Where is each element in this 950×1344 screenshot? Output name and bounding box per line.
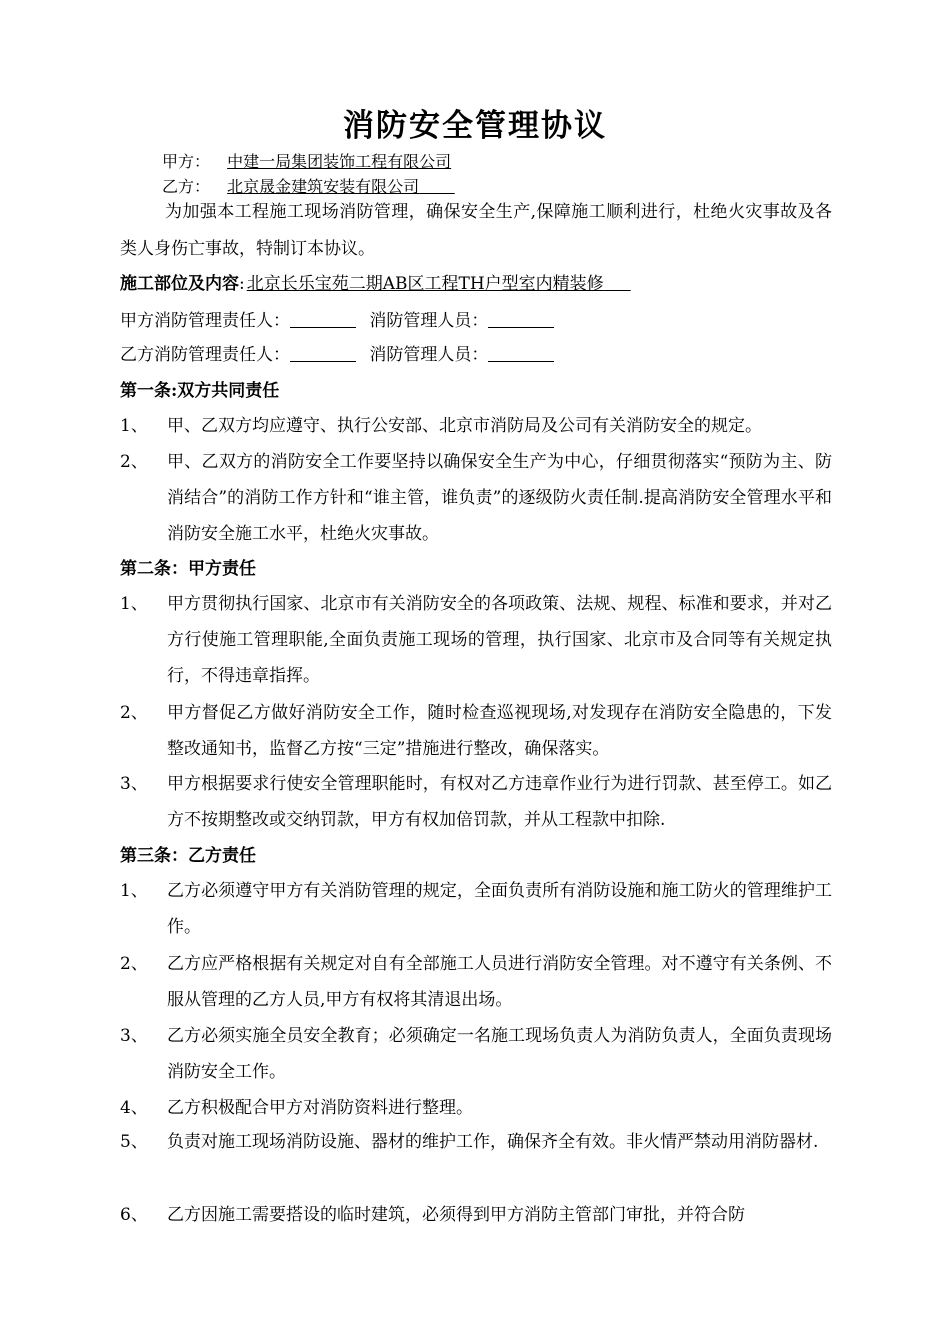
- party-a-line: [162, 150, 451, 174]
- s3-item-3-number: 3、: [120, 1026, 148, 1046]
- party-b-resp-blank: [290, 345, 356, 362]
- s1-item-2-text: 甲、乙双方的消防安全工作要坚持以确保安全生产为中心，仔细贯彻落实“预防为主、防消结合”的消防工作方针和“谁主管，谁负责”的逐级防火责任制.提高消防安全管理水平和消防安全施工水平，杜绝火灾事故。: [167, 452, 832, 544]
- party-b-resp-label: 乙方消防管理责任人：: [120, 345, 290, 365]
- s2-item-2-number: 2、: [120, 703, 148, 723]
- s3-item-3-text: 乙方必须实施全员安全教育；必须确定一名施工现场负责人为消防负责人，全面负责现场消防安全工作。: [167, 1026, 832, 1082]
- s2-item-1-number: 1、: [120, 594, 148, 614]
- party-a-resp-blank: [290, 311, 356, 328]
- document-title: 消防安全管理协议: [343, 108, 607, 144]
- s3-item-4-number: 4、: [120, 1098, 148, 1118]
- party-b-staff-label: 消防管理人员：: [369, 345, 489, 365]
- s2-item-1-text: 甲方贯彻执行国家、北京市有关消防安全的各项政策、法规、规程、标准和要求，并对乙方行使施工管理职能,全面负责施工现场的管理，执行国家、北京市及合同等有关规定执行，不得违章指挥。: [167, 594, 832, 686]
- s3-item-2-number: 2、: [120, 954, 148, 974]
- s3-item-1-text: 乙方必须遵守甲方有关消防管理的规定，全面负责所有消防设施和施工防火的管理维护工作。: [167, 881, 832, 937]
- party-b-label: 乙方：: [162, 177, 211, 196]
- party-a-name: 中建一局集团装饰工程有限公司: [227, 152, 452, 171]
- s3-item-5-number: 5、: [120, 1132, 148, 1152]
- section-3-heading: 第三条：乙方责任: [120, 846, 256, 866]
- party-a-staff-line: [120, 309, 554, 333]
- s3-item-5-text: 负责对施工现场消防设施、器材的维护工作，确保齐全有效。非火情严禁动用消防器材.: [167, 1132, 819, 1152]
- site-label: 施工部位及内容: [120, 274, 239, 294]
- s3-item-6-number: 6、: [120, 1205, 148, 1225]
- s3-item-2-text: 乙方应严格根据有关规定对自有全部施工人员进行消防安全管理。对不遵守有关条例、不服从管理的乙方人员,甲方有权将其清退出场。: [167, 954, 832, 1010]
- site-line: 施工部位及内容: 北京长乐宝苑二期AB区工程TH户型室内精装修: [120, 274, 604, 294]
- party-a-staff-blank: [488, 311, 554, 328]
- site-value: 北京长乐宝苑二期AB区工程TH户型室内精装修: [246, 274, 604, 294]
- s1-item-2-number: 2、: [120, 452, 148, 472]
- section-1-heading: 第一条:双方共同责任: [120, 381, 280, 401]
- s2-item-2-text: 甲方督促乙方做好消防安全工作，随时检查巡视现场,对发现存在消防安全隐患的，下发整改通知书，监督乙方按“三定”措施进行整改，确保落实。: [167, 703, 832, 759]
- s3-item-4-text: 乙方积极配合甲方对消防资料进行整理。: [167, 1098, 473, 1118]
- party-a-label: 甲方：: [162, 152, 211, 171]
- party-a-resp-label: 甲方消防管理责任人：: [120, 311, 290, 331]
- s2-item-3-number: 3、: [120, 774, 148, 794]
- s1-item-1-number: 1、: [120, 416, 148, 436]
- section-2-heading: 第二条：甲方责任: [120, 559, 256, 579]
- s1-item-1-text: 甲、乙双方均应遵守、执行公安部、北京市消防局及公司有关消防安全的规定。: [167, 416, 762, 436]
- s2-item-3-text: 甲方根据要求行使安全管理职能时，有权对乙方违章作业行为进行罚款、甚至停工。如乙方不按期整改或交纳罚款，甲方有权加倍罚款，并从工程款中扣除.: [167, 774, 832, 830]
- s3-item-6-text: 乙方因施工需要搭设的临时建筑，必须得到甲方消防主管部门审批，并符合防: [167, 1205, 745, 1225]
- party-b-staff-line: [120, 343, 554, 367]
- party-b-name: 北京晟金建筑安装有限公司: [227, 177, 420, 196]
- party-a-staff-label: 消防管理人员：: [369, 311, 489, 331]
- s3-item-1-number: 1、: [120, 881, 148, 901]
- party-b-staff-blank: [488, 345, 554, 362]
- intro-paragraph: 为加强本工程施工现场消防管理，确保安全生产,保障施工顺利进行，杜绝火灾事故及各类人身伤亡事故，特制订本协议。: [120, 202, 832, 259]
